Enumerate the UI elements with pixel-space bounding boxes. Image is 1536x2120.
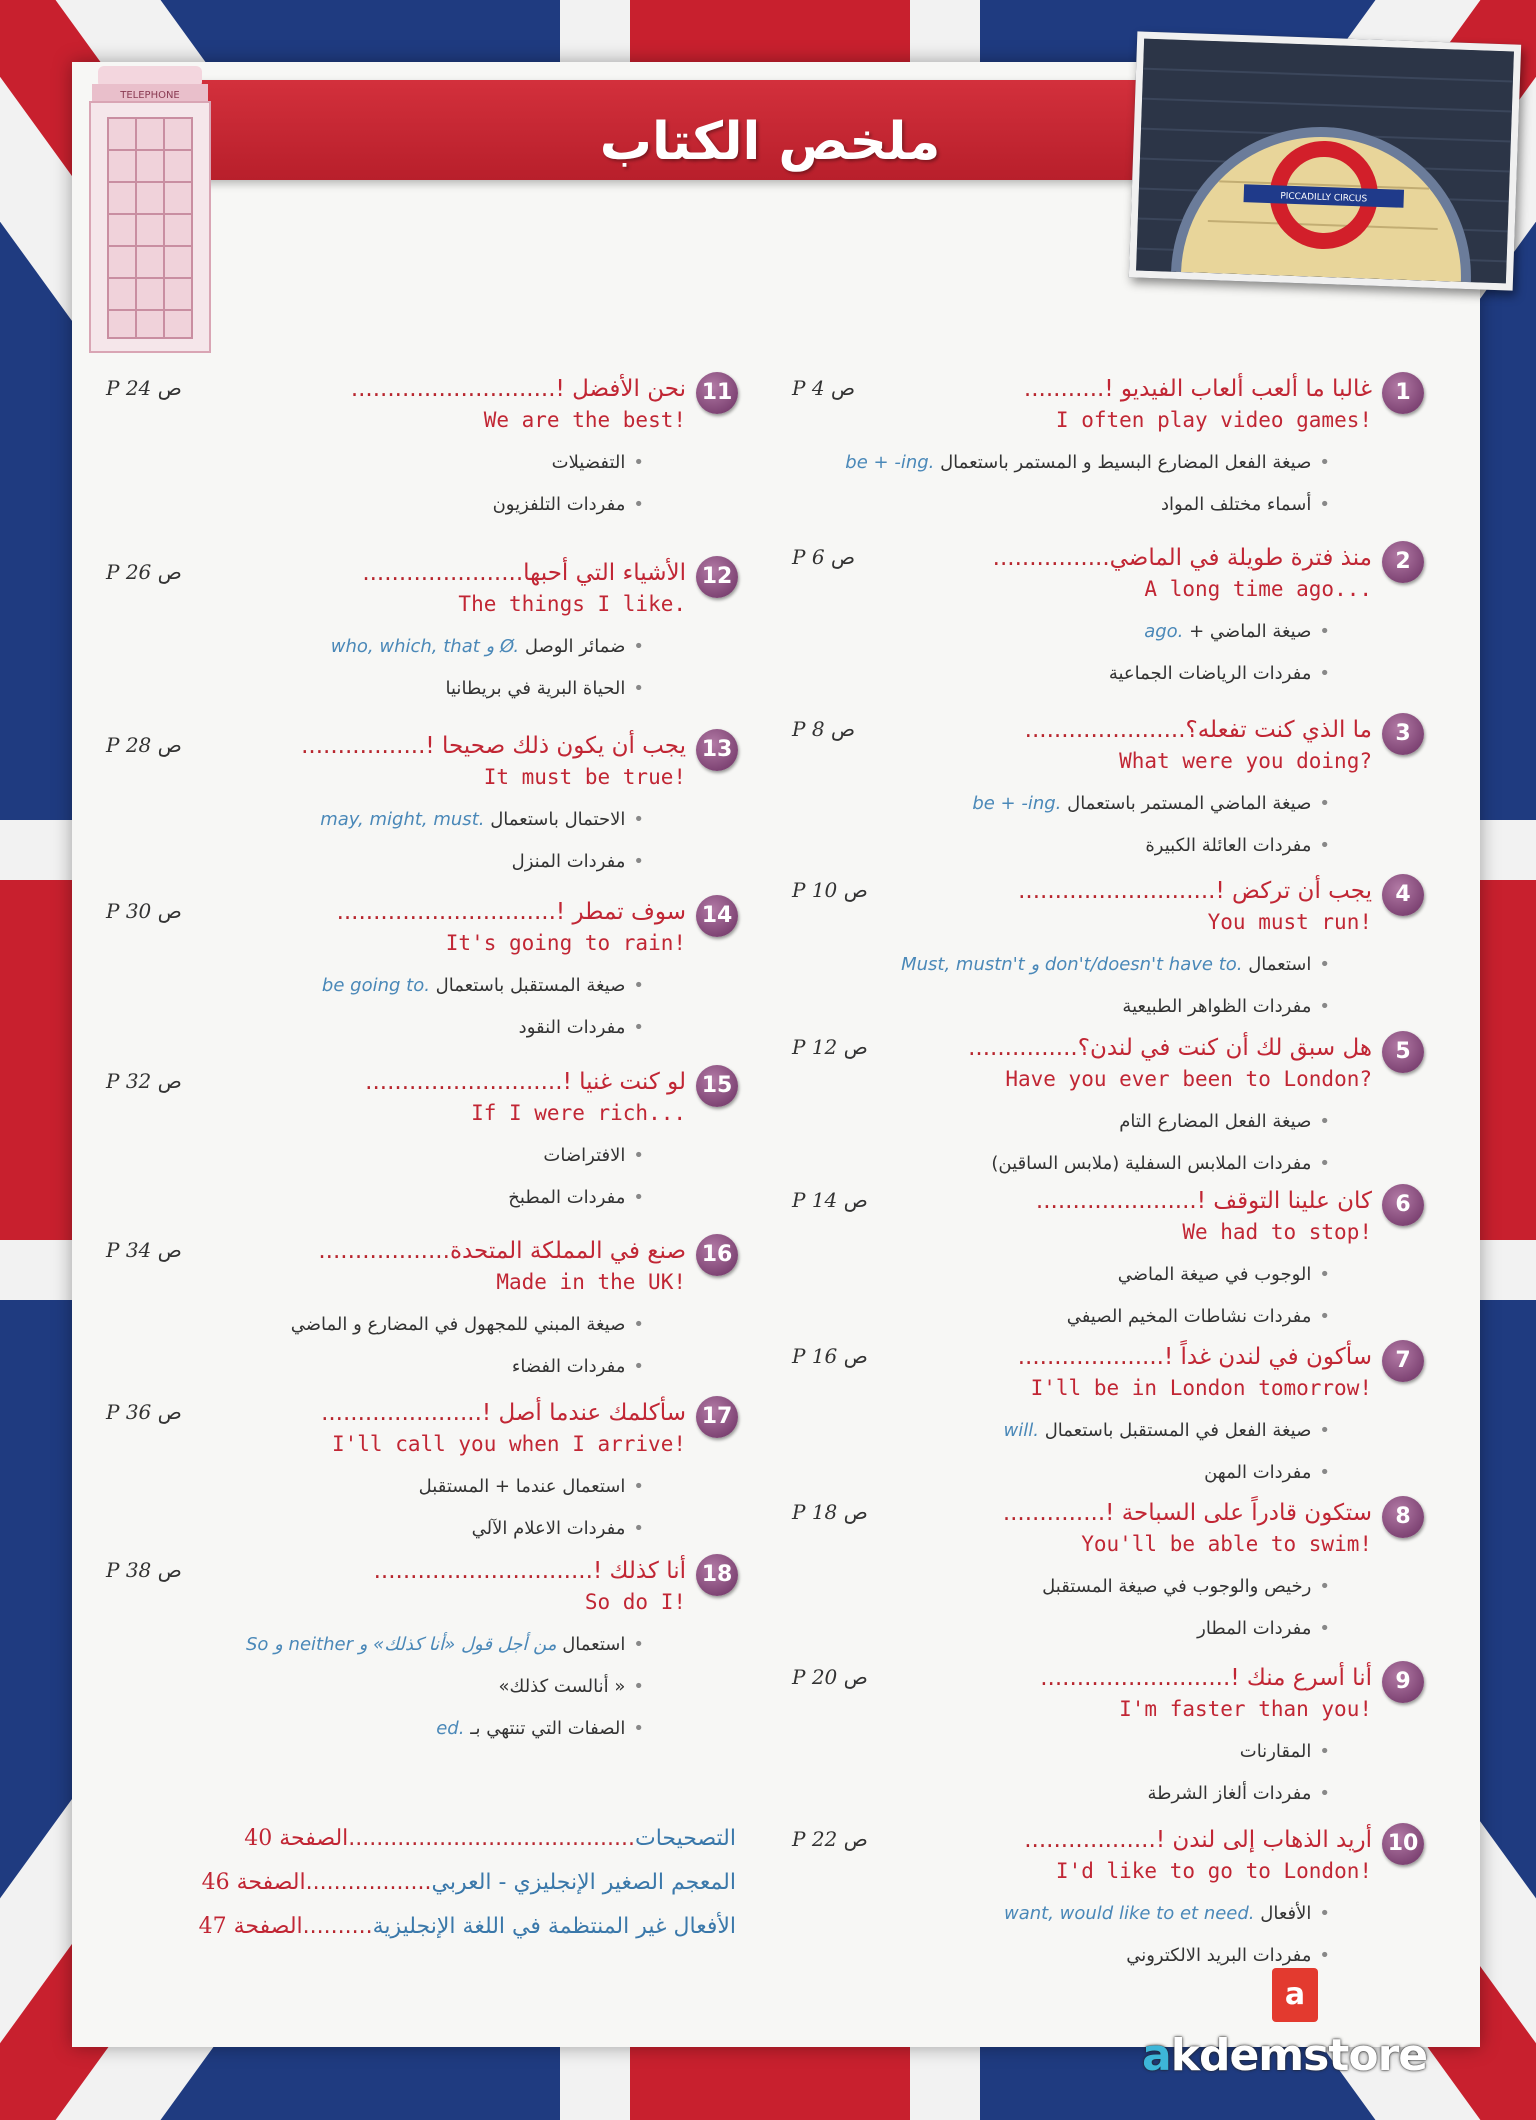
leader-dots: ...................... xyxy=(362,560,524,586)
unit-title-en: I often play video games! xyxy=(1055,408,1372,432)
bullet-text: صيغة المبني للمجهول في المضارع و الماضي xyxy=(290,1314,626,1335)
unit-number-badge: 10 xyxy=(1382,1823,1424,1865)
unit-title-ar-text: كان علينا التوقف ! xyxy=(1196,1188,1372,1214)
leader-dots: ................. xyxy=(301,733,426,759)
bullet-text: المقارنات xyxy=(1239,1741,1312,1762)
unit-page-label-ar: ص xyxy=(843,1188,868,1212)
bullet-example: want, would like to et need. xyxy=(1004,1903,1255,1924)
footer-item[interactable] xyxy=(202,1870,736,1895)
unit-page-ref xyxy=(106,1558,182,1582)
unit-page-ref xyxy=(792,878,868,902)
unit-number-badge: 4 xyxy=(1382,874,1424,916)
unit-bullet xyxy=(246,1634,644,1655)
unit-bullet xyxy=(446,678,644,699)
unit-page-label-ar: ص xyxy=(843,1665,868,1689)
unit-page-ref xyxy=(792,1188,868,1212)
unit-bullet xyxy=(419,1476,644,1497)
footer-item[interactable] xyxy=(244,1826,736,1851)
page-title: ملخص الكتاب xyxy=(599,112,941,172)
unit-item xyxy=(106,376,733,576)
unit-title-ar-text: نحن الأفضل ! xyxy=(555,376,686,402)
bullet-text: صيغة الفعل في المستقبل باستعمال xyxy=(1038,1420,1312,1441)
leader-dots: .................. xyxy=(305,1870,432,1895)
bullet-text: أسماء مختلف المواد xyxy=(1161,494,1312,515)
unit-page-ref xyxy=(106,899,182,923)
piccadilly-circus-photo xyxy=(1129,31,1521,290)
unit-title-en: A long time ago... xyxy=(1144,577,1372,601)
bullet-text: استعمال عندما + المستقبل xyxy=(418,1476,626,1497)
unit-page-ref xyxy=(106,733,182,757)
unit-page-ref xyxy=(792,1500,868,1524)
leader-dots: .............................. xyxy=(336,899,556,925)
unit-number-badge: 17 xyxy=(696,1396,738,1438)
unit-page-label-ar: ص xyxy=(843,1344,868,1368)
unit-page-number: P 8 xyxy=(792,717,825,741)
footer-item-page: الصفحة 47 xyxy=(198,1914,303,1939)
unit-bullet xyxy=(493,494,644,515)
unit-title-en: It's going to rain! xyxy=(445,931,686,955)
unit-title-ar-text: سأكلمك عندما أصل ! xyxy=(481,1400,686,1426)
unit-page-number: P 4 xyxy=(792,376,825,400)
leader-dots: .......... xyxy=(302,1914,373,1939)
unit-title-ar xyxy=(968,1035,1372,1061)
unit-number-badge: 5 xyxy=(1382,1031,1424,1073)
unit-number-badge: 3 xyxy=(1382,713,1424,755)
unit-page-label-ar: ص xyxy=(157,1558,182,1582)
footer-item[interactable] xyxy=(199,1914,736,1939)
leader-dots: ........................... xyxy=(365,1069,563,1095)
bullet-example: will. xyxy=(1003,1420,1039,1441)
unit-page-label-ar: ص xyxy=(157,376,182,400)
unit-title-ar-text: أنا كذلك ! xyxy=(592,1558,686,1584)
unit-page-ref xyxy=(792,1827,868,1851)
unit-title-ar xyxy=(337,899,686,925)
unit-page-ref xyxy=(106,1069,182,1093)
unit-title-ar xyxy=(301,733,686,759)
unit-page-number: P 20 xyxy=(792,1665,838,1689)
unit-title-ar-text: ما الذي كنت تفعله؟ xyxy=(1185,717,1372,743)
unit-title-ar-text: ستكون قادراً على السباحة ! xyxy=(1105,1500,1372,1526)
bullet-text: الاحتمال باستعمال xyxy=(484,809,626,830)
unit-page-ref xyxy=(106,1400,182,1424)
bullet-text: استعمال xyxy=(1242,954,1312,975)
bullet-example: be going to. xyxy=(321,975,430,996)
unit-page-label-ar: ص xyxy=(157,1400,182,1424)
unit-title-ar-text: يجب أن تركض ! xyxy=(1215,878,1372,904)
unit-title-en: I'd like to go to London! xyxy=(1055,1859,1372,1883)
leader-dots: .................. xyxy=(318,1238,450,1264)
unit-bullet xyxy=(543,1145,644,1166)
unit-page-label-ar: ص xyxy=(830,545,856,569)
unit-bullet xyxy=(1122,996,1330,1017)
unit-page-number: P 24 xyxy=(106,376,152,400)
unit-bullet xyxy=(508,1187,644,1208)
bullet-text: « أنالست كذلك» xyxy=(498,1676,626,1697)
unit-title-ar-text: أنا أسرع منك ! xyxy=(1230,1665,1372,1691)
leader-dots: ........................... xyxy=(1018,878,1216,904)
unit-page-label-ar: ص xyxy=(843,1035,868,1059)
unit-number-badge: 8 xyxy=(1382,1496,1424,1538)
unit-bullet xyxy=(1119,1111,1330,1132)
bullet-text: مفردات التلفزيون xyxy=(492,494,626,515)
bullet-text: مفردات الملابس السفلية (ملابس الساقين) xyxy=(991,1153,1312,1174)
unit-number-badge: 14 xyxy=(696,895,738,937)
bullet-text: مفردات الفضاء xyxy=(511,1356,626,1377)
unit-title-en: So do I! xyxy=(584,1590,686,1614)
unit-page-number: P 12 xyxy=(792,1035,838,1059)
bullet-text: مفردات المنزل xyxy=(511,851,626,872)
unit-title-ar xyxy=(321,1400,686,1426)
unit-page-number: P 6 xyxy=(792,545,825,569)
footer-item-page: الصفحة 46 xyxy=(201,1870,306,1895)
bullet-example: ed. xyxy=(436,1718,465,1739)
bullet-text: ضمائر الوصل xyxy=(519,636,626,657)
leader-dots: ............................ xyxy=(350,376,556,402)
booth-sign: TELEPHONE xyxy=(120,90,180,101)
unit-title-ar xyxy=(1025,717,1372,743)
bullet-text: صيغة الفعل المضارع البسيط و المستمر باستعمال xyxy=(934,452,1312,473)
unit-bullet xyxy=(519,1017,644,1038)
unit-page-number: P 22 xyxy=(792,1827,838,1851)
unit-title-en: The things I like. xyxy=(458,592,686,616)
unit-page-ref xyxy=(792,1035,868,1059)
bullet-text: مفردات الظواهر الطبيعية xyxy=(1122,996,1312,1017)
unit-title-ar-text: الأشياء التي أحبها xyxy=(523,560,686,586)
footer-item-page: الصفحة 40 xyxy=(244,1826,349,1851)
unit-bullet xyxy=(1204,1462,1330,1483)
bullet-text: رخيص والوجوب في صيغة المستقبل xyxy=(1042,1576,1312,1597)
unit-title-ar xyxy=(362,560,686,586)
unit-page-label-ar: ص xyxy=(157,1238,182,1262)
unit-bullet xyxy=(472,1518,644,1539)
bullet-text: الحياة البرية في بريطانيا xyxy=(445,678,626,699)
unit-page-number: P 26 xyxy=(106,560,152,584)
unit-number-badge: 15 xyxy=(696,1065,738,1107)
unit-page-label-ar: ص xyxy=(157,1069,182,1093)
unit-title-en: If I were rich... xyxy=(471,1101,686,1125)
unit-number-badge: 9 xyxy=(1382,1661,1424,1703)
unit-title-ar-text: منذ فترة طويلة في الماضي xyxy=(1109,545,1372,571)
unit-title-ar-text: لو كنت غنيا ! xyxy=(562,1069,686,1095)
unit-page-number: P 28 xyxy=(106,733,152,757)
unit-bullet xyxy=(291,1314,644,1335)
bullet-text: التفضيلات xyxy=(551,452,626,473)
unit-title-ar-text: صنع في المملكة المتحدة xyxy=(449,1238,686,1264)
unit-page-label-ar: ص xyxy=(843,878,868,902)
unit-page-number: P 10 xyxy=(792,878,838,902)
unit-title-en: Have you ever been to London? xyxy=(1005,1067,1372,1091)
unit-bullet xyxy=(1126,1945,1330,1966)
unit-page-number: P 34 xyxy=(106,1238,152,1262)
bullet-text: صيغة الماضي + xyxy=(1183,621,1312,642)
unit-title-ar-text: سأكون في لندن غداً ! xyxy=(1163,1344,1372,1370)
unit-number-badge: 7 xyxy=(1382,1340,1424,1382)
bullet-text: صيغة المستقبل باستعمال xyxy=(429,975,626,996)
unit-bullet xyxy=(1144,621,1330,642)
unit-page-number: P 18 xyxy=(792,1500,838,1524)
unit-title-en: We had to stop! xyxy=(1182,1220,1372,1244)
unit-bullet xyxy=(991,1153,1330,1174)
unit-page-ref xyxy=(792,1344,868,1368)
bullet-text: مفردات النقود xyxy=(518,1017,626,1038)
bullet-example: be + -ing. xyxy=(845,452,935,473)
unit-bullet xyxy=(436,1718,644,1739)
unit-title-ar xyxy=(1024,1827,1372,1853)
bullet-text: الأفعال xyxy=(1254,1903,1312,1924)
unit-page-number: P 14 xyxy=(792,1188,838,1212)
unit-title-ar xyxy=(351,376,686,402)
unit-bullet xyxy=(512,851,644,872)
bullet-text: الافتراضات xyxy=(543,1145,626,1166)
unit-page-ref xyxy=(792,376,855,400)
unit-number-badge: 1 xyxy=(1382,372,1424,414)
unit-title-en: I'll call you when I arrive! xyxy=(331,1432,686,1456)
unit-title-ar xyxy=(993,545,1372,571)
unit-title-ar-text: هل سبق لك أن كنت في لندن؟ xyxy=(1077,1035,1372,1061)
unit-title-ar-text: سوف تمطر ! xyxy=(555,899,686,925)
unit-page-label-ar: ص xyxy=(157,733,182,757)
bullet-text: مفردات الرياضات الجماعية xyxy=(1108,663,1312,684)
unit-page-ref xyxy=(792,717,855,741)
unit-page-ref xyxy=(792,545,855,569)
unit-bullet xyxy=(552,452,644,473)
photo-sign: PICCADILLY CIRCUS xyxy=(1280,191,1368,205)
unit-page-label-ar: ص xyxy=(843,1827,868,1851)
unit-title-en: Made in the UK! xyxy=(496,1270,686,1294)
unit-title-ar xyxy=(1003,1500,1372,1526)
unit-page-ref xyxy=(106,560,182,584)
unit-bullet xyxy=(320,809,644,830)
bullet-text: مفردات ألغاز الشرطة xyxy=(1147,1783,1312,1804)
bullet-text: الصفات التي تنتهي بـ xyxy=(464,1718,626,1739)
unit-number-badge: 6 xyxy=(1382,1184,1424,1226)
bullet-text: مفردات المطار xyxy=(1197,1618,1312,1639)
bullet-text: صيغة الفعل المضارع التام xyxy=(1119,1111,1312,1132)
unit-bullet xyxy=(845,452,1330,473)
unit-number-badge: 13 xyxy=(696,729,738,771)
unit-title-en: You must run! xyxy=(1207,910,1372,934)
unit-page-label-ar: ص xyxy=(157,560,182,584)
unit-page-number: P 32 xyxy=(106,1069,152,1093)
bullet-example: ago. xyxy=(1144,621,1184,642)
akdemstore-logo: akdemstore xyxy=(1142,2030,1428,2081)
bullet-text: الوجوب في صيغة الماضي xyxy=(1117,1264,1312,1285)
unit-bullet xyxy=(499,1676,644,1697)
unit-title-en: It must be true! xyxy=(483,765,686,789)
akdemstore-logo-icon: a xyxy=(1272,1968,1318,2022)
bullet-example: be + -ing. xyxy=(972,793,1062,814)
unit-page-label-ar: ص xyxy=(843,1500,868,1524)
unit-bullet xyxy=(1109,663,1330,684)
unit-bullet xyxy=(322,975,644,996)
phone-booth-icon xyxy=(80,60,220,360)
unit-title-ar xyxy=(365,1069,686,1095)
unit-page-number: P 36 xyxy=(106,1400,152,1424)
leader-dots: ...................... xyxy=(1035,1188,1197,1214)
unit-title-en: I'll be in London tomorrow! xyxy=(1030,1376,1372,1400)
unit-bullet xyxy=(1240,1741,1330,1762)
unit-bullet xyxy=(1004,1903,1330,1924)
unit-title-ar-text: غالبا ما ألعب ألعاب الفيديو ! xyxy=(1104,376,1372,402)
bullet-example: So و neither من أجل قول «أنا كذلك» و xyxy=(245,1634,557,1655)
unit-title-ar xyxy=(318,1238,686,1264)
unit-number-badge: 12 xyxy=(696,556,738,598)
bullet-text: صيغة الماضي المستمر باستعمال xyxy=(1061,793,1312,814)
unit-bullet xyxy=(1197,1618,1330,1639)
unit-page-ref xyxy=(792,1665,868,1689)
unit-title-en: What were you doing? xyxy=(1119,749,1372,773)
bullet-text: مفردات المهن xyxy=(1204,1462,1312,1483)
unit-bullet xyxy=(1042,1576,1330,1597)
unit-page-label-ar: ص xyxy=(157,899,182,923)
unit-title-ar xyxy=(1018,1344,1372,1370)
unit-number-badge: 2 xyxy=(1382,541,1424,583)
unit-page-label-ar: ص xyxy=(830,376,856,400)
unit-item xyxy=(106,1558,733,1758)
unit-item xyxy=(792,545,1411,745)
leader-dots: .......................... xyxy=(1040,1665,1231,1691)
leader-dots: ......................................... xyxy=(348,1826,635,1851)
bullet-example: may, might, must. xyxy=(320,809,485,830)
bullet-text: مفردات نشاطات المخيم الصيفي xyxy=(1066,1306,1312,1327)
leader-dots: ...................... xyxy=(1024,717,1186,743)
unit-bullet xyxy=(512,1356,644,1377)
unit-title-ar-text: أريد الذهاب إلى لندن ! xyxy=(1155,1827,1372,1853)
unit-number-badge: 11 xyxy=(696,372,738,414)
unit-title-ar xyxy=(374,1558,686,1584)
unit-bullet xyxy=(331,636,644,657)
unit-number-badge: 16 xyxy=(696,1234,738,1276)
unit-page-label-ar: ص xyxy=(830,717,856,741)
bullet-text: مفردات البريد الالكتروني xyxy=(1126,1945,1312,1966)
bullet-example: who, which, that و Ø. xyxy=(330,636,520,657)
unit-page-ref xyxy=(106,376,182,400)
unit-page-number: P 30 xyxy=(106,899,152,923)
unit-page-number: P 38 xyxy=(106,1558,152,1582)
bullet-text: مفردات العائلة الكبيرة xyxy=(1145,835,1312,856)
leader-dots: .............................. xyxy=(373,1558,593,1584)
bullet-text: مفردات المطبخ xyxy=(508,1187,626,1208)
unit-page-ref xyxy=(106,1238,182,1262)
bullet-text: مفردات الاعلام الآلي xyxy=(471,1518,626,1539)
unit-bullet xyxy=(1004,1420,1330,1441)
unit-bullet xyxy=(901,954,1330,975)
unit-title-ar-text: يجب أن يكون ذلك صحيحا ! xyxy=(425,733,686,759)
leader-dots: .............. xyxy=(1002,1500,1106,1526)
unit-title-en: You'll be able to swim! xyxy=(1081,1532,1372,1556)
unit-bullet xyxy=(972,793,1330,814)
unit-bullet xyxy=(1067,1306,1330,1327)
unit-title-en: I'm faster than you! xyxy=(1119,1697,1372,1721)
unit-bullet xyxy=(1118,1264,1330,1285)
leader-dots: .................... xyxy=(1017,1344,1164,1370)
leader-dots: .................. xyxy=(1024,1827,1156,1853)
bullet-example: Must, mustn't و don't/doesn't have to. xyxy=(901,954,1243,975)
leader-dots: ................ xyxy=(992,545,1110,571)
unit-bullet xyxy=(1147,1783,1330,1804)
footer-item-label: الأفعال غير المنتظمة في اللغة الإنجليزية xyxy=(372,1914,736,1939)
unit-title-ar xyxy=(1018,878,1372,904)
unit-bullet xyxy=(1161,494,1330,515)
unit-title-ar xyxy=(1024,376,1372,402)
unit-page-number: P 16 xyxy=(792,1344,838,1368)
leader-dots: ............... xyxy=(968,1035,1078,1061)
leader-dots: ...................... xyxy=(321,1400,482,1426)
unit-title-ar xyxy=(1040,1665,1372,1691)
leader-dots: ........... xyxy=(1023,376,1105,402)
footer-item-label: المعجم الصغير الإنجليزي - العربي xyxy=(431,1870,736,1895)
unit-title-ar xyxy=(1036,1188,1372,1214)
footer-item-label: التصحيحات xyxy=(635,1826,736,1851)
unit-bullet xyxy=(1145,835,1330,856)
unit-number-badge: 18 xyxy=(696,1554,738,1596)
bullet-text: استعمال xyxy=(556,1634,626,1655)
unit-title-en: We are the best! xyxy=(483,408,686,432)
